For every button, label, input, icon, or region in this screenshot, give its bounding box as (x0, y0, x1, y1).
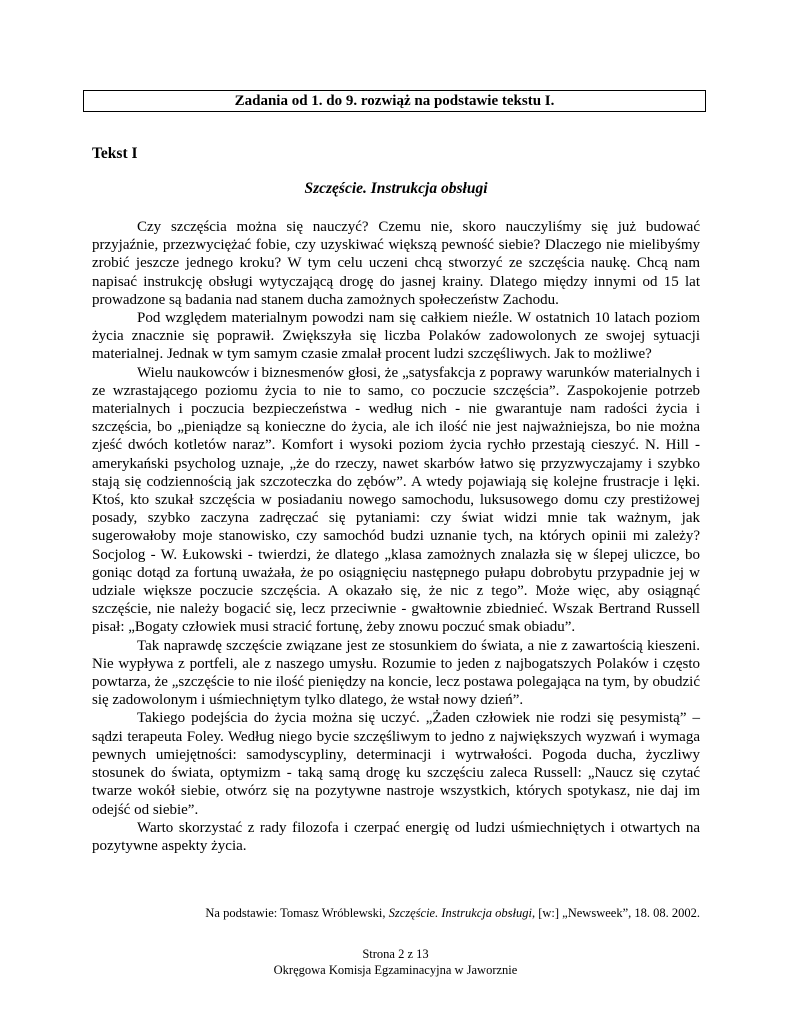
article-title: Szczęście. Instrukcja obsługi (304, 180, 488, 197)
source-suffix: , [w:] „Newsweek”, 18. 08. 2002. (531, 906, 700, 920)
page-footer (0, 946, 791, 978)
page-number: Strona 2 z 13 (362, 947, 429, 961)
source-prefix: Na podstawie: Tomasz Wróblewski, (205, 906, 389, 920)
paragraph: Takiego podejścia do życia można się uczyć. „Żaden człowiek nie rodzi się pesymistą” – sądzi terapeuta Foley. Według niego bycie szczęśliwym to jedno z największych wyzwań i wymaga pewnych umiejętności: samodyscypliny, determinacji i wytrwałości. Pogoda ducha, życzliwy stosunek do świata, optymizm - taką samą drogę ku szczęściu zaleca Russell: „Naucz się czytać twarze wokół siebie, otwórz się na pozytywne nastroje wszystkich, których spotykasz, nie daj im odejść od siebie”. (92, 710, 700, 818)
task-instruction-box: Zadania od 1. do 9. rozwiąż na podstawie tekstu I. (83, 90, 706, 112)
paragraph: Tak naprawdę szczęście związane jest ze stosunkiem do świata, a nie z zawartością kieszeni. Nie wypływa z portfeli, ale z naszego umysłu. Rozumie to jeden z najbogatszych Polaków i często powtarza, że „szczęście to nie ilość pieniędzy na koncie, lecz postawa polegająca na tym, by obudzić się zadowolonym i uśmiechniętym tylko dlatego, że wstał nowy dzień”. (92, 637, 700, 709)
article-body (92, 218, 700, 855)
text-label: Tekst I (92, 145, 138, 162)
paragraph: Pod względem materialnym powodzi nam się całkiem nieźle. W ostatnich 10 latach poziom życia znacznie się poprawił. Zwiększyła się liczba Polaków zadowolonych ze swojej sytuacji materialnej. Jednak w tym samym czasie zmalał procent ludzi szczęśliwych. Jak to możliwe? (92, 310, 700, 363)
source-citation (92, 906, 700, 921)
institution-name: Okręgowa Komisja Egzaminacyjna w Jaworznie (273, 963, 518, 977)
paragraph: Warto skorzystać z rady filozofa i czerpać energię od ludzi uśmiechniętych i otwartych na pozytywne aspekty życia. (92, 819, 700, 854)
paragraph: Wielu naukowców i biznesmenów głosi, że „satysfakcja z poprawy warunków materialnych i ze wzrastającego poziomu życia to nie to samo, co poczucie szczęścia”. Zaspokojenie potrzeb materialnych i poczucia bezpieczeństwa - według nich - nie gwarantuje nam radości życia i szczęścia, bo „pieniądze są konieczne do życia, ale ich ilość nie jest najważniejsza, bo nie można zjeść dwóch kotletów naraz”. Komfort i wysoki poziom życia rychło przestają cieszyć. N. Hill - amerykański psycholog uznaje, „że do rzeczy, nawet skarbów łatwo się przyzwyczajamy i szybko stają się codziennością jak szczoteczka do zębów”. A wtedy pojawiają się kolejne frustracje i lęki. Ktoś, kto szukał szczęścia w posiadaniu nowego samochodu, luksusowego domu czy prestiżowej posady, szybko zaczyna zadręczać się pytaniami: czy świat widzi mnie tak ważnym, jak sugerowałoby moje stanowisko, czy samochód budzi uznanie tych, na których opinii mi zależy? Socjolog - W. Łukowski - twierdzi, że dlatego „klasa zamożnych znalazła się w ślepej uliczce, bo goniąc dotąd za fortuną uważała, że po osiągnięciu następnego pułapu dobrobytu przypadnie jej w udziale większe poczucie szczęścia. A okazało się, że nic z tego”. Może więc, aby osiągnąć szczęście, nie należy bogacić się, lecz przeciwnie - gwałtownie zbiednieć. Wszak Bertrand Russell pisał: „Bogaty człowiek musi stracić fortunę, żeby znowu poczuć smak obiadu”. (92, 364, 700, 636)
paragraph: Czy szczęścia można się nauczyć? Czemu nie, skoro nauczyliśmy się już budować przyjaźnie, przezwyciężać fobie, czy uzyskiwać większą pewność siebie? Dlaczego nie mielibyśmy zrobić jeszcze jednego kroku? W tym celu uczeni chcą stworzyć ze szczęścia naukę. Chcą nam napisać instrukcję obsługi wytyczającą drogę do jasnej krainy. Dlatego między innymi od 15 lat prowadzone są badania nad stanem ducha zamożnych społeczeństw Zachodu. (92, 219, 700, 308)
source-title: Szczęście. Instrukcja obsługi (388, 906, 532, 920)
